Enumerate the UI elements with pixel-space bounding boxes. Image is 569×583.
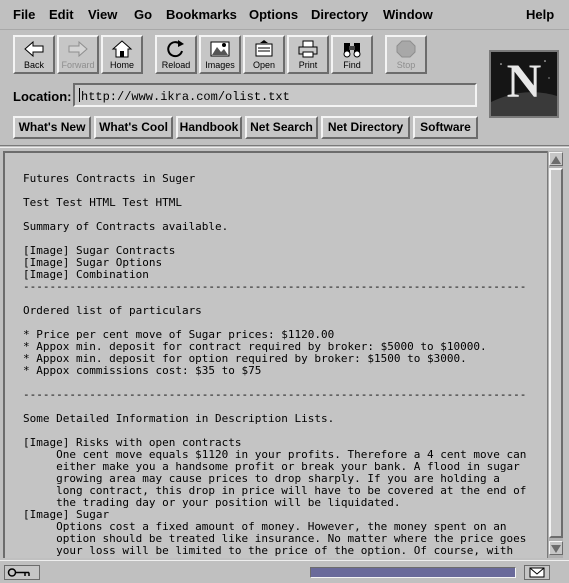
open-label: Open [252,60,276,70]
print-button[interactable] [287,35,329,74]
stop-label: Stop [396,60,416,70]
binoculars-icon [341,39,363,59]
logo-letter: N [506,55,542,108]
netscape-logo [489,50,559,118]
forward-arrow-icon [67,39,89,59]
home-icon [111,39,133,59]
arrow-up-icon [550,154,562,166]
reload-icon [165,39,187,59]
document-line: [Image] Risks with open contracts [23,436,242,449]
document-line: growing area may cause prices to drop sharply. If you are holding a [23,472,500,485]
document-line: your loss will be limited to the price of the option. Of course, with [23,544,514,557]
images-icon [209,39,231,59]
toolbar-separator [0,145,569,148]
back-arrow-icon [23,39,45,59]
status-message [44,565,300,580]
back-button[interactable] [13,35,55,74]
menu-options[interactable]: Options [249,7,299,22]
security-indicator[interactable] [4,565,40,580]
document-line: Summary of Contracts available. [23,220,229,233]
whats-cool-button[interactable]: What's Cool [94,116,173,139]
document-line: Futures Contracts in Suger [23,172,196,185]
status-bar [0,560,569,583]
net-directory-button[interactable]: Net Directory [321,116,410,139]
reload-label: Reload [161,60,191,70]
stop-button[interactable] [385,35,427,74]
document-line: the trading day or your position will be liquidated. [23,496,401,509]
printer-icon [297,39,319,59]
menu-bar [0,0,569,30]
document-line: * Appox min. deposit for option required by broker: $1500 to $3000. [23,352,467,365]
back-label: Back [23,60,44,70]
images-label: Images [205,60,235,70]
location-field[interactable] [73,83,477,107]
document-line: option should be treated like insurance. No matter where the price goes [23,532,527,545]
net-search-button[interactable]: Net Search [245,116,318,139]
document-line: [Image] Sugar Contracts [23,244,176,257]
mail-icon [525,566,549,579]
location-url: http://www.ikra.com/olist.txt [81,90,290,104]
images-button[interactable] [199,35,241,74]
scroll-down-button[interactable] [549,541,563,555]
document-line: [Image] Sugar Options [23,256,163,269]
document-line: Test Test HTML Test HTML [23,196,182,209]
menu-go[interactable]: Go [134,7,153,22]
document-line: ---------------------------------------------------------------------------- [23,280,527,293]
document-line: either make you a handsome profit or break your bank. A flood in sugar [23,460,520,473]
home-button[interactable] [101,35,143,74]
menu-bookmarks[interactable]: Bookmarks [166,7,237,22]
menu-view[interactable]: View [88,7,118,22]
text-caret [79,88,80,102]
document-line: ---------------------------------------------------------------------------- [23,388,527,401]
print-label: Print [298,60,318,70]
mail-button[interactable] [524,565,550,580]
menu-edit[interactable]: Edit [49,7,74,22]
home-label: Home [109,60,134,70]
menu-help[interactable]: Help [526,7,555,22]
document-line: * Appox min. deposit for contract required by broker: $5000 to $10000. [23,340,487,353]
document-text [23,173,526,557]
find-button[interactable] [331,35,373,74]
progress-bar [310,567,516,578]
stop-sign-icon [395,39,417,59]
location-label: Location: [13,89,72,104]
progress-fill [311,568,515,577]
forward-label: Forward [61,60,95,70]
open-icon [253,39,275,59]
menu-file[interactable]: File [13,7,36,22]
security-key-icon [5,566,39,579]
forward-button[interactable] [57,35,99,74]
software-button[interactable]: Software [413,116,478,139]
menu-window[interactable]: Window [383,7,433,22]
document-line: Some Detailed Information in Description Lists. [23,412,335,425]
document-area[interactable] [3,151,547,558]
reload-button[interactable] [155,35,197,74]
handbook-button[interactable]: Handbook [176,116,242,139]
open-button[interactable] [243,35,285,74]
document-line: [Image] Combination [23,268,149,281]
document-line: [Image] Sugar [23,508,110,521]
scroll-thumb[interactable] [549,168,563,538]
document-line: Options cost a fixed amount of money. However, the money spent on an [23,520,507,533]
menu-directory[interactable]: Directory [311,7,369,22]
document-line: * Appox commissions cost: $35 to $75 [23,364,262,377]
scroll-up-button[interactable] [549,152,563,166]
whats-new-button[interactable]: What's New [13,116,91,139]
document-line: Ordered list of particulars [23,304,202,317]
arrow-down-icon [550,543,562,555]
document-line: long contract, this drop in price will have to be covered at the end of [23,484,527,497]
vertical-scrollbar[interactable] [547,151,563,558]
find-label: Find [343,60,361,70]
document-line: One cent move equals $1120 in your profits. Therefore a 4 cent move can [23,448,527,461]
document-line: * Price per cent move of Sugar prices: $1120.00 [23,328,335,341]
